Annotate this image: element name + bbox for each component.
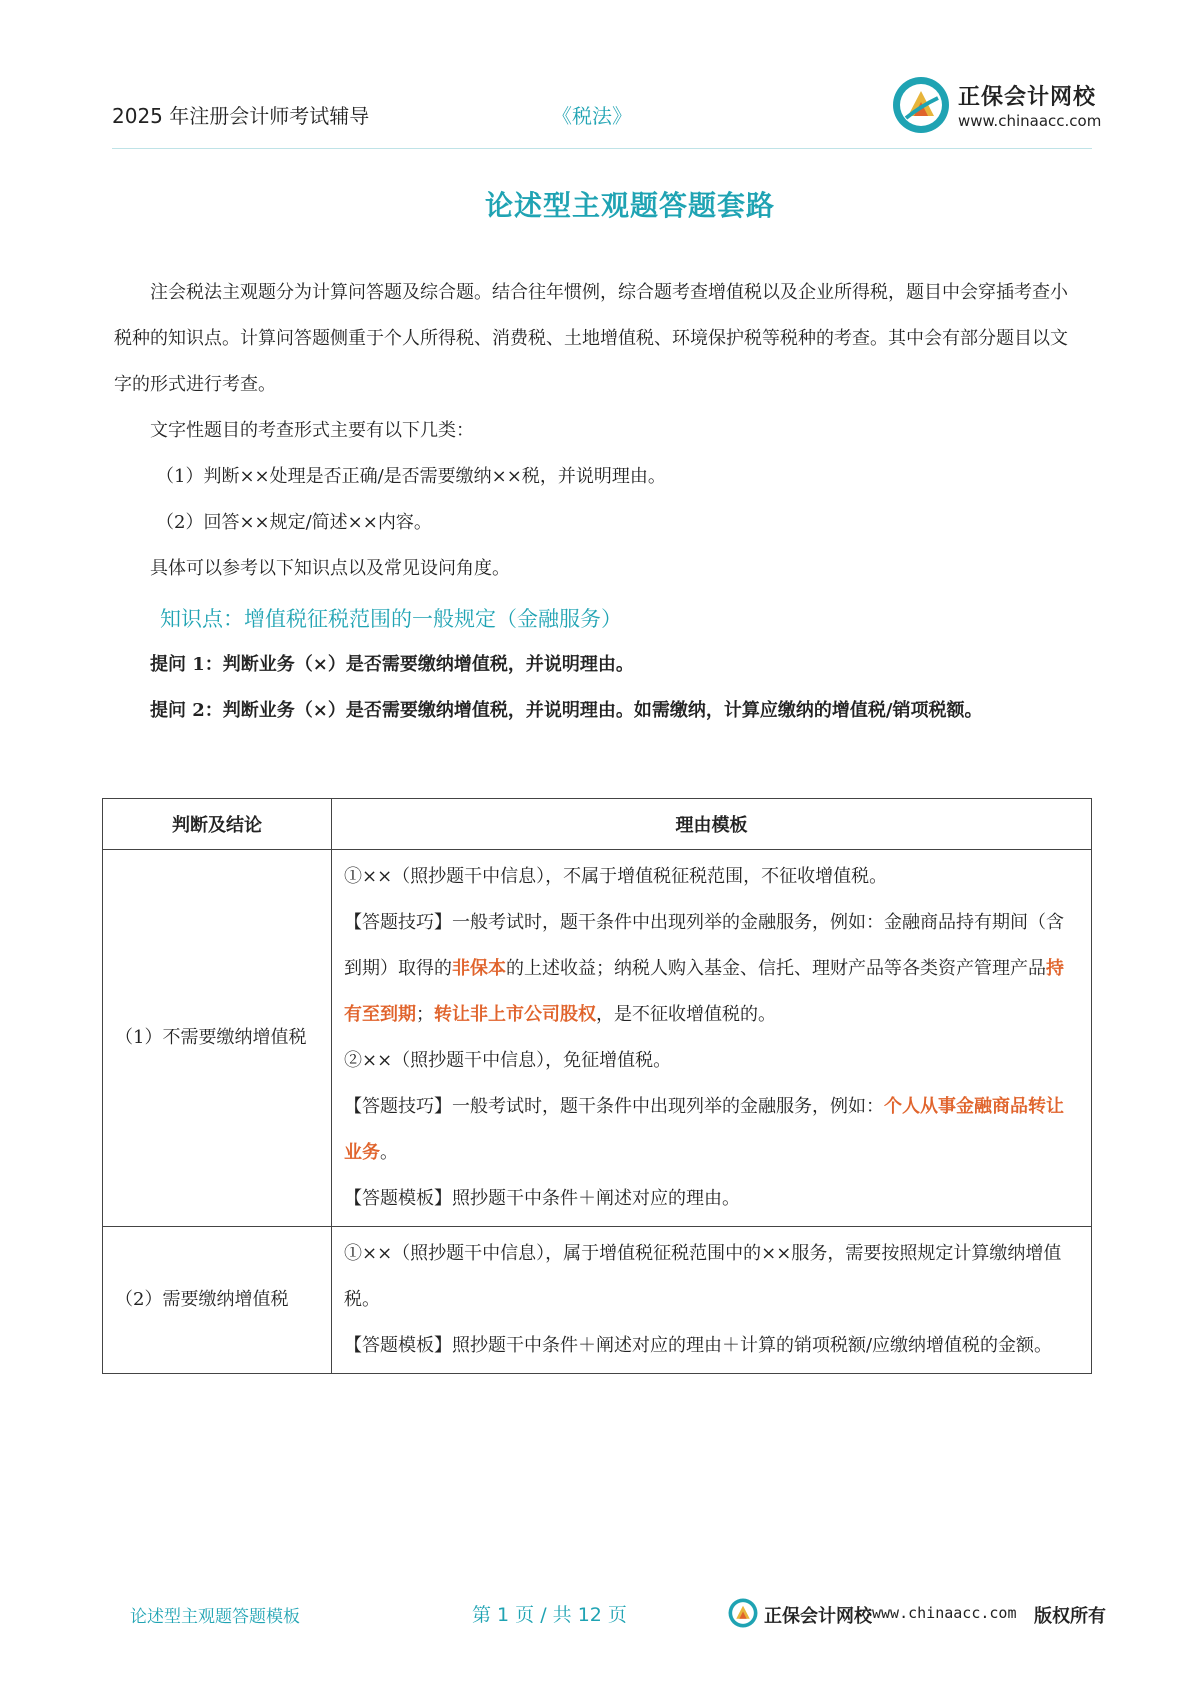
reason-line: ①××（照抄题干中信息），属于增值税征税范围中的××服务，需要按照规定计算缴纳增值税。 [344,1243,1062,1310]
column-header-reason: 理由模板 [332,799,1092,850]
reason-text: 的上述收益；纳税人购入基金、信托、理财产品等各类资产管理产品 [506,958,1046,979]
chinaacc-logo-icon [728,1598,758,1628]
reason-template: 【答题模板】照抄题干中条件＋阐述对应的理由＋计算的销项税额/应缴纳增值税的金额。 [344,1335,1053,1356]
table-row [103,850,1092,1227]
reason-text: 【答题技巧】一般考试时，题干条件中出现列举的金融服务，例如： [344,1096,884,1117]
intro-forms: 文字性题目的考查形式主要有以下几类： [150,420,474,441]
reason-tip [344,900,1081,1038]
intro-reference: 具体可以参考以下知识点以及常见设问角度。 [150,558,510,579]
footer-url: www.chinaacc.com [872,1604,1017,1622]
intro-form-1: （1）判断××处理是否正确/是否需要缴纳××税，并说明理由。 [156,466,666,487]
reason-cell [332,850,1092,1227]
footer-doc-name: 论述型主观题答题模板 [130,1607,300,1627]
page-indicator: 第 1 页 / 共 12 页 [472,1604,627,1626]
reason-text: 。 [380,1142,398,1163]
reason-line: ①××（照抄题干中信息），不属于增值税征税范围，不征收增值税。 [344,866,888,887]
brand-name: 正保会计网校 [958,85,1097,110]
footer-rights: 版权所有 [1034,1606,1106,1627]
question-1: 提问 1：判断业务（×）是否需要缴纳增值税，并说明理由。 [150,654,634,675]
content [114,270,1080,734]
page-header [112,64,1102,149]
judgement-cell: （2）需要缴纳增值税 [103,1227,332,1374]
highlight-text: 持有至到期 [344,958,1064,1025]
subject-title: 《税法》 [552,104,632,128]
reason-text: ； [416,1004,434,1025]
reason-text: 【答题技巧】一般考试时，题干条件中出现列举的金融服务，例如：金融商品持有期间（含到期）取得的 [344,912,1064,979]
question-2: 提问 2：判断业务（×）是否需要缴纳增值税，并说明理由。如需缴纳，计算应缴纳的增值税/销项税额。 [150,700,983,721]
highlight-text: 个人从事金融商品转让业务 [344,1096,1064,1163]
judgement-cell: （1）不需要缴纳增值税 [103,850,332,1227]
page-footer [130,1596,1110,1632]
reason-text: ，是不征收增值税的。 [596,1004,776,1025]
reason-template: 【答题模板】照抄题干中条件＋阐述对应的理由。 [344,1188,740,1209]
brand-url: www.chinaacc.com [958,112,1102,130]
chinaacc-logo-icon [892,76,950,134]
document-title: 论述型主观题答题套路 [484,189,775,222]
brand [892,74,1102,138]
answer-template-table [102,798,1092,1374]
course-title: 2025 年注册会计师考试辅导 [112,104,370,128]
reason-tip [344,1084,1081,1176]
table-row [103,1227,1092,1374]
column-header-judgement: 判断及结论 [103,799,332,850]
knowledge-point-heading: 知识点：增值税征税范围的一般规定（金融服务） [160,607,622,631]
footer-brand-name: 正保会计网校 [764,1606,872,1627]
intro-form-2: （2）回答××规定/简述××内容。 [156,512,432,533]
reason-cell [332,1227,1092,1374]
intro-paragraph: 注会税法主观题分为计算问答题及综合题。结合往年惯例，综合题考查增值税以及企业所得税，题目中会穿插考查小税种的知识点。计算问答题侧重于个人所得税、消费税、土地增值税、环境保护税等税种的考查。其中会有部分题目以文字的形式进行考查。 [114,282,1068,395]
reason-line: ②××（照抄题干中信息），免征增值税。 [344,1050,672,1071]
highlight-text: 非保本 [452,958,506,979]
highlight-text: 转让非上市公司股权 [434,1004,596,1025]
table-header-row [103,799,1092,850]
